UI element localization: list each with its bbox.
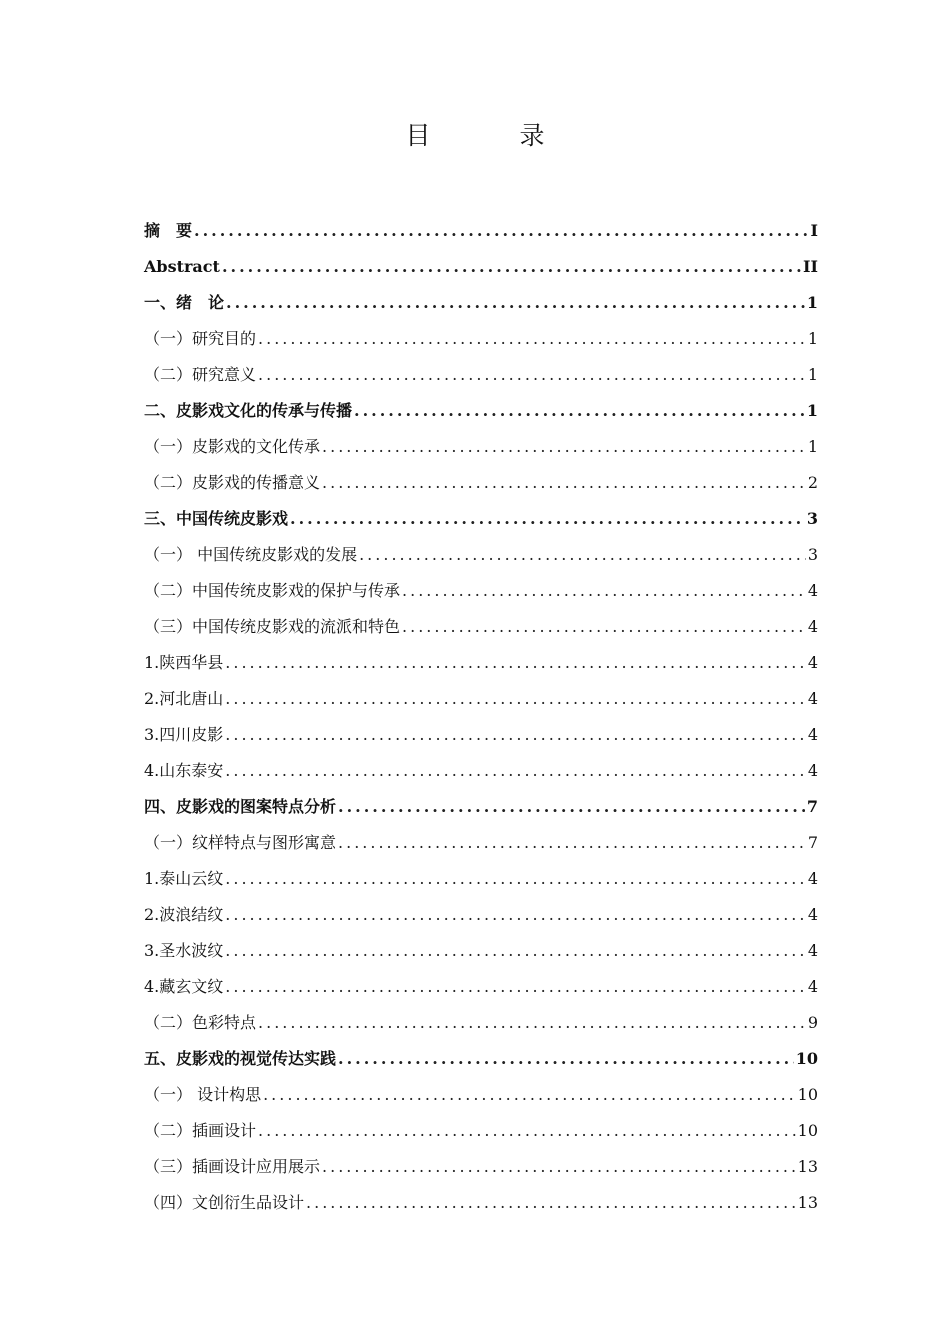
toc-entry[interactable]	[144, 321, 818, 357]
toc-entry-label: （三）中国传统皮影戏的流派和特色	[144, 617, 401, 636]
toc-entry[interactable]	[144, 645, 818, 681]
toc-entry[interactable]	[144, 465, 818, 501]
toc-entry-page-number: 3	[807, 545, 818, 564]
toc-dot-leader	[338, 825, 806, 861]
toc-entry[interactable]	[144, 249, 818, 285]
toc-entry-page-number: 4	[807, 905, 818, 924]
toc-entry-label: 五、皮影戏的视觉传达实践	[144, 1049, 337, 1068]
toc-entry[interactable]	[144, 1149, 818, 1185]
toc-entry[interactable]	[144, 789, 818, 825]
toc-entry-label: 摘 要	[144, 221, 193, 240]
toc-dot-leader	[338, 1041, 794, 1077]
toc-dot-leader	[225, 969, 806, 1005]
toc-entry-label: （三）插画设计应用展示	[144, 1157, 321, 1176]
toc-entry-page-number: 4	[807, 617, 818, 636]
toc-entry[interactable]	[144, 717, 818, 753]
toc-dot-leader	[322, 429, 806, 465]
toc-dot-leader	[258, 1113, 796, 1149]
toc-dot-leader	[258, 321, 806, 357]
toc-entry-label: （四）文创衍生品设计	[144, 1193, 305, 1212]
toc-entry[interactable]	[144, 573, 818, 609]
toc-entry-label: 三、中国传统皮影戏	[144, 509, 289, 528]
toc-entry-page-number: 3	[806, 509, 818, 528]
toc-entry-label: （一）研究目的	[144, 329, 257, 348]
toc-entry[interactable]	[144, 681, 818, 717]
toc-entry-page-number: 10	[797, 1085, 818, 1104]
toc-entry-label: 四、皮影戏的图案特点分析	[144, 797, 337, 816]
toc-entry[interactable]	[144, 1041, 818, 1077]
toc-dot-leader	[225, 861, 806, 897]
toc-entry-page-number: 4	[807, 761, 818, 780]
toc-entry[interactable]	[144, 933, 818, 969]
toc-entry[interactable]	[144, 213, 818, 249]
toc-entry-label: 一、绪 论	[144, 293, 225, 312]
toc-entry-page-number: 13	[797, 1193, 818, 1212]
toc-entry-label: 1.陕西华县	[144, 653, 224, 672]
toc-entry-label: 二、皮影戏文化的传承与传播	[144, 401, 353, 420]
toc-entry[interactable]	[144, 393, 818, 429]
toc-entry-page-number: 4	[807, 653, 818, 672]
toc-entry[interactable]	[144, 357, 818, 393]
toc-entry-label: （二）色彩特点	[144, 1013, 257, 1032]
toc-entry[interactable]	[144, 1077, 818, 1113]
toc-entry-page-number: 4	[807, 941, 818, 960]
toc-dot-leader	[225, 717, 806, 753]
toc-entry[interactable]	[144, 429, 818, 465]
table-of-contents	[144, 213, 818, 1221]
toc-entry-page-number: 7	[807, 833, 818, 852]
toc-entry-label: （一） 设计构思	[144, 1085, 262, 1104]
toc-dot-leader	[290, 501, 805, 537]
toc-entry-label: 4.藏玄文纹	[144, 977, 224, 996]
toc-dot-leader	[322, 465, 806, 501]
toc-entry-page-number: 13	[797, 1157, 818, 1176]
page-title: 目 录	[405, 121, 577, 150]
toc-entry-page-number: 4	[807, 725, 818, 744]
toc-entry[interactable]	[144, 825, 818, 861]
toc-entry-page-number: 1	[807, 329, 818, 348]
toc-entry[interactable]	[144, 285, 818, 321]
toc-dot-leader	[258, 357, 806, 393]
toc-entry[interactable]	[144, 609, 818, 645]
toc-entry-page-number: 7	[806, 797, 818, 816]
toc-entry-page-number: II	[803, 257, 818, 276]
toc-entry-page-number: 1	[806, 401, 818, 420]
toc-entry-label: （一）纹样特点与图形寓意	[144, 833, 337, 852]
toc-entry-label: 1.泰山云纹	[144, 869, 224, 888]
toc-entry-label: 3.四川皮影	[144, 725, 224, 744]
toc-entry-label: 2.波浪结纹	[144, 905, 224, 924]
toc-entry-label: Abstract	[144, 257, 220, 276]
toc-entry-page-number: 1	[807, 365, 818, 384]
toc-entry-label: 2.河北唐山	[144, 689, 224, 708]
toc-entry-page-number: 4	[807, 977, 818, 996]
toc-dot-leader	[402, 609, 806, 645]
toc-entry[interactable]	[144, 501, 818, 537]
toc-dot-leader	[225, 753, 806, 789]
toc-dot-leader	[359, 537, 806, 573]
toc-dot-leader	[226, 285, 805, 321]
toc-entry-page-number: I	[810, 221, 818, 240]
toc-entry-page-number: 1	[807, 437, 818, 456]
toc-entry-label: 4.山东泰安	[144, 761, 224, 780]
toc-entry-page-number: 4	[807, 689, 818, 708]
toc-dot-leader	[263, 1077, 796, 1113]
toc-dot-leader	[354, 393, 805, 429]
toc-dot-leader	[225, 681, 806, 717]
toc-entry-page-number: 4	[807, 869, 818, 888]
toc-entry[interactable]	[144, 537, 818, 573]
toc-entry[interactable]	[144, 861, 818, 897]
toc-entry-page-number: 1	[806, 293, 818, 312]
toc-entry[interactable]	[144, 897, 818, 933]
toc-entry[interactable]	[144, 969, 818, 1005]
toc-dot-leader	[322, 1149, 796, 1185]
toc-entry-label: （一）皮影戏的文化传承	[144, 437, 321, 456]
toc-dot-leader	[225, 933, 806, 969]
toc-dot-leader	[338, 789, 805, 825]
toc-entry-label: （一） 中国传统皮影戏的发展	[144, 545, 358, 564]
toc-entry[interactable]	[144, 1005, 818, 1041]
toc-entry-label: （二）研究意义	[144, 365, 257, 384]
toc-entry-label: 3.圣水波纹	[144, 941, 224, 960]
toc-dot-leader	[225, 897, 806, 933]
toc-entry-label: （二）中国传统皮影戏的保护与传承	[144, 581, 401, 600]
toc-entry-label: （二）插画设计	[144, 1121, 257, 1140]
toc-entry-page-number: 10	[797, 1121, 818, 1140]
toc-dot-leader	[194, 213, 809, 249]
toc-dot-leader	[222, 249, 801, 285]
toc-entry-page-number: 10	[795, 1049, 818, 1068]
toc-dot-leader	[402, 573, 806, 609]
toc-entry-page-number: 2	[807, 473, 818, 492]
toc-entry-page-number: 9	[807, 1013, 818, 1032]
toc-entry-page-number: 4	[807, 581, 818, 600]
toc-dot-leader	[306, 1185, 796, 1221]
toc-entry[interactable]	[144, 1113, 818, 1149]
toc-dot-leader	[225, 645, 806, 681]
toc-entry[interactable]	[144, 753, 818, 789]
toc-entry[interactable]	[144, 1185, 818, 1221]
toc-dot-leader	[258, 1005, 806, 1041]
toc-entry-label: （二）皮影戏的传播意义	[144, 473, 321, 492]
